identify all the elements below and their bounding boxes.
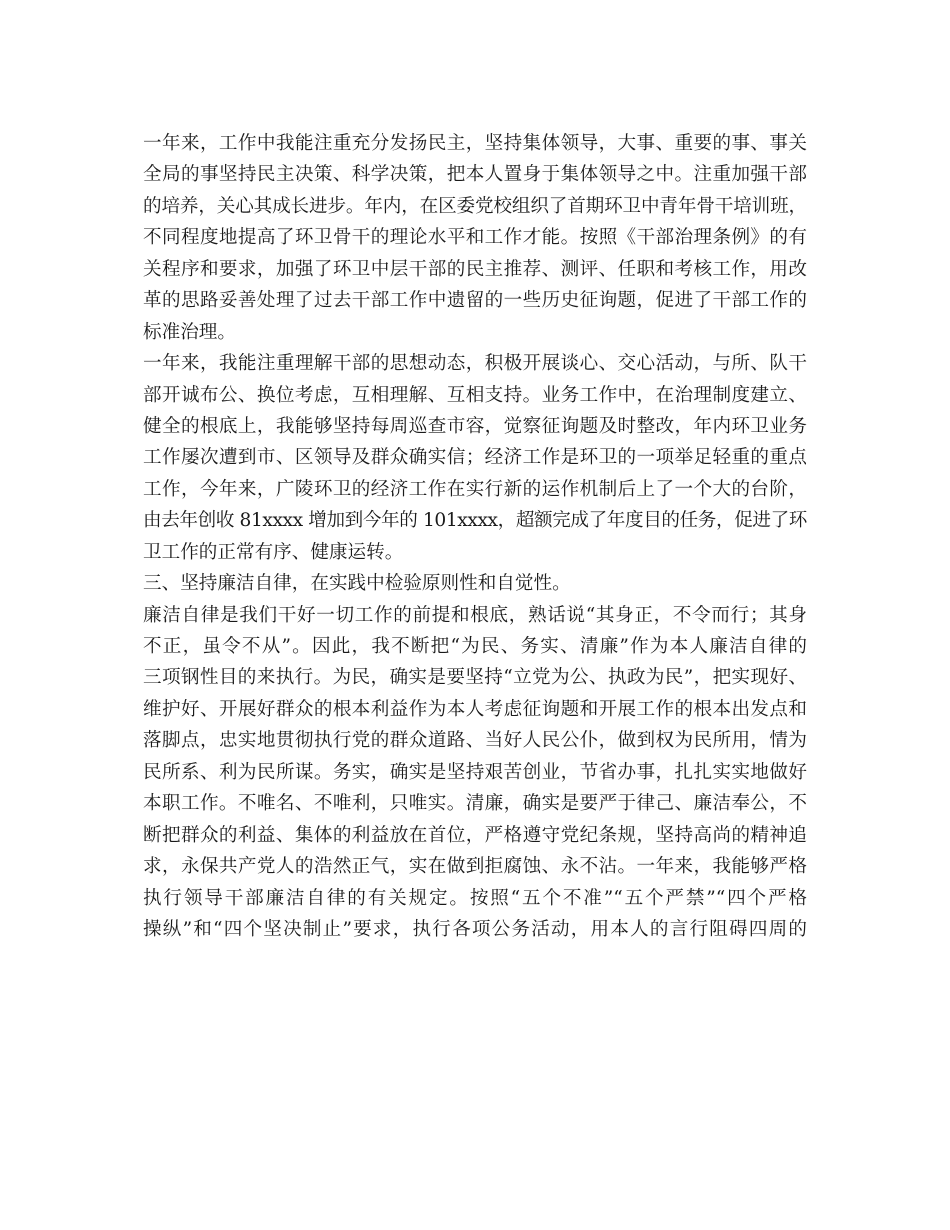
text-line: 由去年创收 81xxxx 增加到今年的 101xxxx，超额完成了年度目的任务，促进了环 xyxy=(143,510,807,532)
text-line: 标准治理。 xyxy=(143,321,236,343)
text-line: 本职工作。不唯名、不唯利，只唯实。清廉，确实是要严于律己、廉洁奉公，不 xyxy=(143,793,807,815)
text-line: 不正，虽令不从”。因此，我不断把“为民、务实、清廉”作为本人廉洁自律的 xyxy=(143,636,807,657)
text-line: 工作屡次遭到市、区领导及群众确实信；经济工作是环卫的一项举足轻重的重点 xyxy=(143,447,807,469)
text-line: 一年来，工作中我能注重充分发扬民主，坚持集体领导，大事、重要的事、事关 xyxy=(143,133,807,154)
text-line: 一年来，我能注重理解干部的思想动态，积极开展谈心、交心活动，与所、队干 xyxy=(143,353,807,375)
text-line: 卫工作的正常有序、健康运转。 xyxy=(143,541,404,563)
text-line: 廉洁自律是我们干好一切工作的前提和根底，熟话说“其身正，不令而行；其身 xyxy=(143,604,807,626)
text-line: 维护好、开展好群众的根本利益作为本人考虑征询题和开展工作的根本出发点和 xyxy=(143,698,807,720)
document-body xyxy=(143,128,807,945)
text-line: 全局的事坚持民主决策、科学决策，把本人置身于集体领导之中。注重加强干部 xyxy=(143,164,807,186)
text-line: 求，永保共产党人的浩然正气，实在做到拒腐蚀、永不沾。一年来，我能够严格 xyxy=(143,856,807,878)
text-line: 执行领导干部廉洁自律的有关规定。按照“五个不准”“五个严禁”“四个严格 xyxy=(143,887,807,909)
text-line: 三项钢性目的来执行。为民，确实是要坚持“立党为公、执政为民”，把实现好、 xyxy=(143,667,807,689)
text-line: 部开诚布公、换位考虑，互相理解、互相支持。业务工作中，在治理制度建立、 xyxy=(143,384,807,406)
text-line: 工作，今年来，广陵环卫的经济工作在实行新的运作机制后上了一个大的台阶， xyxy=(143,478,807,500)
text-line: 革的思路妥善处理了过去干部工作中遗留的一些历史征询题，促进了干部工作的 xyxy=(143,290,807,312)
text-line: 三、坚持廉洁自律，在实践中检验原则性和自觉性。 xyxy=(143,573,571,595)
text-line: 关程序和要求，加强了环卫中层干部的民主推荐、测评、任职和考核工作，用改 xyxy=(143,258,807,280)
text-line: 民所系、利为民所谋。务实，确实是坚持艰苦创业，节省办事，扎扎实实地做好 xyxy=(143,761,807,783)
text-line: 断把群众的利益、集体的利益放在首位，严格遵守党纪条规，坚持高尚的精神追 xyxy=(143,824,807,846)
text-line: 操纵”和“四个坚决制止”要求，执行各项公务活动，用本人的言行阻碍四周的 xyxy=(143,918,807,940)
text-line: 不同程度地提高了环卫骨干的理论水平和工作才能。按照《干部治理条例》的有 xyxy=(143,227,807,249)
text-line: 的培养，关心其成长进步。年内，在区委党校组织了首期环卫中青年骨干培训班， xyxy=(143,195,807,217)
text-line: 健全的根底上，我能够坚持每周巡查市容，觉察征询题及时整改，年内环卫业务 xyxy=(143,415,807,437)
text-line: 落脚点，忠实地贯彻执行党的群众道路、当好人民公仆，做到权为民所用，情为 xyxy=(143,730,807,752)
